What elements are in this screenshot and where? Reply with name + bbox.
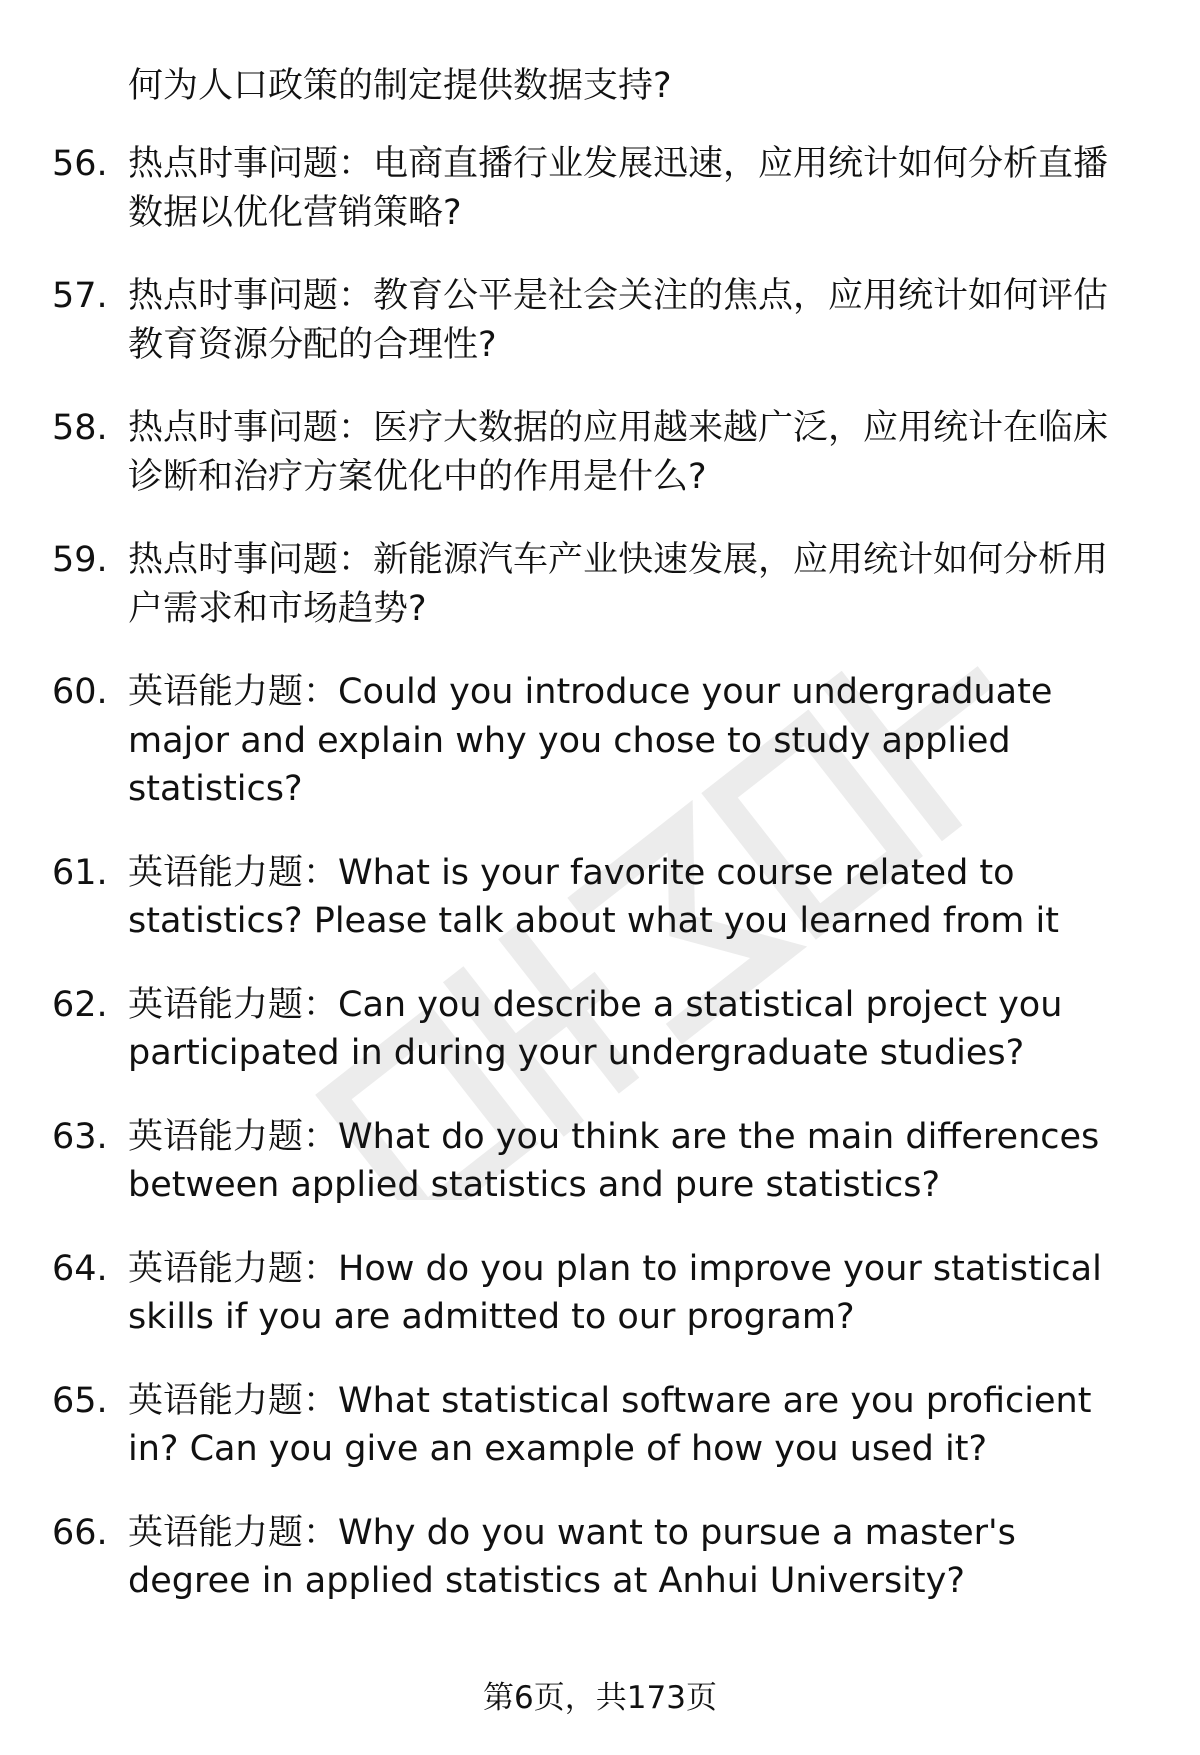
- question-number: 57.: [52, 276, 108, 316]
- question-number: 66.: [52, 1512, 108, 1553]
- question-text: 英语能力题：What do you think are the main differences between applied statistics and pure statistics?: [128, 1116, 1100, 1205]
- question-list: [0, 140, 1200, 1641]
- question-number: 59.: [52, 540, 108, 580]
- question-text: 英语能力题：Could you introduce your undergraduate major and explain why you chose to study applied statistics?: [128, 672, 1053, 809]
- question-number: 63.: [52, 1116, 108, 1157]
- list-item: [0, 272, 1200, 369]
- list-item: [0, 1509, 1200, 1606]
- list-item: [0, 1377, 1200, 1474]
- question-text: 英语能力题：What is your favorite course related to statistics? Please talk about what you learned from it: [128, 852, 1059, 941]
- question-text: 英语能力题：What statistical software are you proficient in? Can you give an example of how you used it?: [128, 1380, 1092, 1469]
- page-indicator: 第6页，共173页: [483, 1680, 717, 1716]
- question-text: 英语能力题：How do you plan to improve your statistical skills if you are admitted to our program?: [128, 1248, 1102, 1337]
- list-item: [0, 404, 1200, 501]
- question-text: 热点时事问题：新能源汽车产业快速发展，应用统计如何分析用户需求和市场趋势?: [128, 540, 1109, 629]
- question-number: 60.: [52, 672, 108, 712]
- list-item: [0, 849, 1200, 946]
- list-item: [0, 668, 1200, 814]
- list-item: [0, 536, 1200, 633]
- list-item: [0, 1113, 1200, 1210]
- question-text: 英语能力题：Why do you want to pursue a master's degree in applied statistics at Anhui University?: [128, 1512, 1016, 1601]
- continued-question-text: 何为人口政策的制定提供数据支持?: [128, 66, 672, 106]
- question-text: 热点时事问题：教育公平是社会关注的焦点，应用统计如何评估教育资源分配的合理性?: [128, 276, 1109, 365]
- list-item: [0, 1245, 1200, 1342]
- page-footer: [0, 1678, 1200, 1718]
- list-item: [0, 981, 1200, 1078]
- question-number: 61.: [52, 852, 108, 893]
- question-number: 65.: [52, 1380, 108, 1421]
- list-item: [0, 140, 1200, 237]
- question-text: 英语能力题：Can you describe a statistical project you participated in during your undergraduate studies?: [128, 984, 1063, 1073]
- question-number: 62.: [52, 984, 108, 1025]
- question-text: 热点时事问题：电商直播行业发展迅速，应用统计如何分析直播数据以优化营销策略?: [128, 144, 1109, 233]
- question-text: 热点时事问题：医疗大数据的应用越来越广泛，应用统计在临床诊断和治疗方案优化中的作用是什么?: [128, 408, 1109, 497]
- question-number: 64.: [52, 1248, 108, 1289]
- question-number: 56.: [52, 144, 108, 184]
- question-number: 58.: [52, 408, 108, 448]
